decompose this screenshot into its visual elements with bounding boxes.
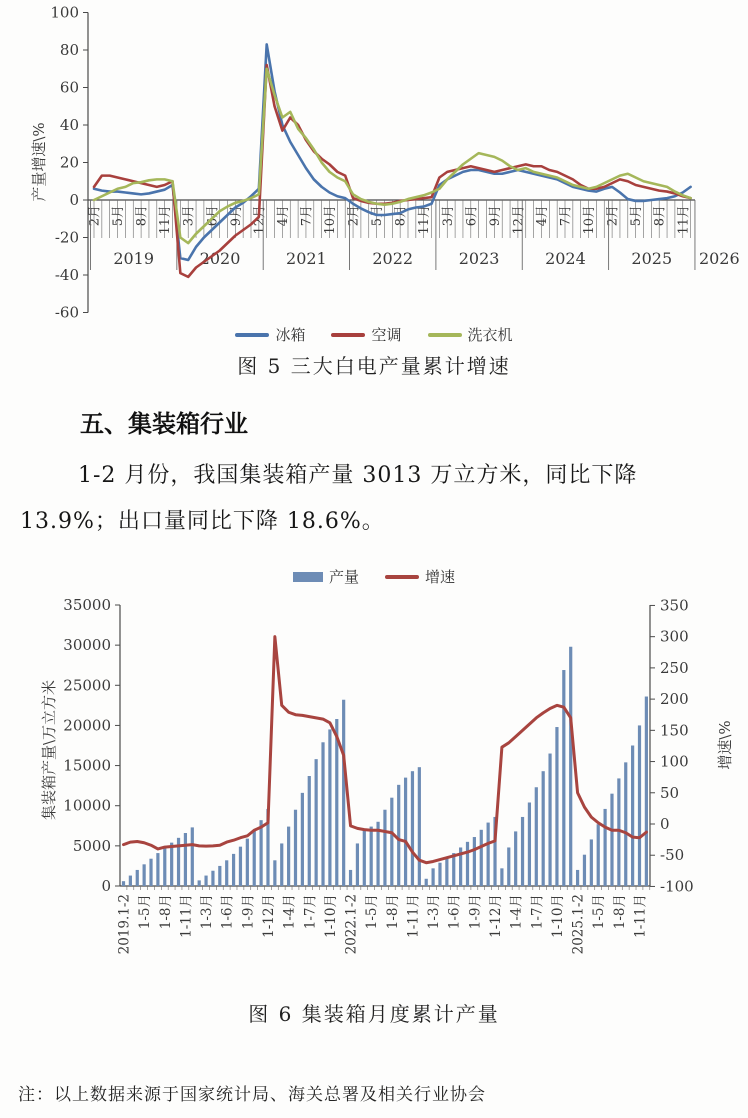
fig6-bar [184,833,187,886]
fig6-x-tick-label: 1-5月 [591,894,608,930]
fig6-bar [397,785,400,886]
fig6-x-tick-label: 2022.1-2 [343,894,360,955]
fig6-x-tick-label: 1-10月 [549,894,566,938]
fig6-right-tick-label: 250 [660,658,689,677]
fig6-bar [569,647,572,886]
fig6-x-tick-label: 1-4月 [508,894,525,930]
fig5-y-tick-label: 80 [59,41,79,59]
fig5-x-tick-label: 4月 [534,205,550,227]
fig6-x-tick-label: 1-12月 [260,894,277,938]
fig6-left-tick-label: 15000 [63,756,111,775]
fig5-x-tick-label: 10月 [582,205,598,235]
fig6-right-tick-label: 50 [660,783,680,802]
fig5-x-tick-label: 3月 [181,205,197,227]
fig5-x-tick-label: 5月 [629,205,645,227]
fig6-bar-line-chart [18,590,748,990]
fig6-legend-growth [385,566,455,587]
fig5-legend-label-aircon: 空调 [371,326,402,344]
fig6-bar [273,860,276,886]
fig6-x-tick-label: 1-4月 [281,894,298,930]
fig6-legend [0,566,748,587]
fig6-right-tick-label: 350 [660,596,689,615]
fig5-year-label: 2020 [199,249,241,268]
fig5-legend-label-washer: 洗衣机 [467,326,513,344]
fig5-x-tick-label: 9月 [487,205,503,227]
fig6-bar [390,798,393,886]
fig6-x-tick-label: 1-6月 [219,894,236,930]
fig6-right-tick-label: -50 [660,846,685,865]
fig6-x-tick-label: 2019.1-2 [116,894,133,955]
fig6-right-tick-label: 300 [660,627,689,646]
fig6-bar [583,855,586,886]
fig6-right-tick-label: 0 [660,815,670,833]
fig6-right-tick-label: -100 [660,877,694,896]
section-heading: 五、集装箱行业 [80,409,248,438]
fig6-bar [170,843,173,886]
fig5-year-label: 2026 [698,249,740,268]
fig5-year-label: 2023 [458,249,500,268]
fig6-bar [149,859,152,886]
fig6-bar [555,727,558,886]
fig6-left-tick-label: 30000 [63,636,111,655]
fig6-right-tick-label: 100 [660,752,689,771]
fig6-x-tick-label: 2025.1-2 [570,894,587,955]
fig6-bar [438,863,441,886]
fig6-left-tick-label: 5000 [72,836,111,855]
fig6-bar [452,853,455,886]
fig5-x-tick-label: 11月 [676,205,692,235]
fig5-x-tick-label: 8月 [652,205,668,227]
fig5-year-label: 2021 [286,249,327,268]
fig5-caption: 图 5 三大白电产量累计增速 [237,354,511,378]
fig5-x-tick-label: 12月 [511,205,527,235]
fig5-year-label: 2019 [113,249,155,268]
fig6-bar [562,670,565,886]
fig6-x-tick-label: 1-10月 [322,894,339,938]
fig6-bar [156,853,159,886]
fig6-bar [321,742,324,886]
fig6-bar [363,830,366,886]
fig5-legend-aircon [331,324,401,345]
fig5-x-tick-label: 3月 [440,205,456,227]
fig5-x-tick-label: 8月 [393,205,409,227]
fig5-legend-refrigerator [235,324,305,345]
fig5-x-tick-label: 7月 [558,205,574,227]
fig6-bar [280,843,283,886]
fig6-bar [342,700,345,886]
fig5-legend [0,324,748,345]
fig5-legend-washer [428,324,513,345]
fig6-x-tick-label: 1-6月 [446,894,463,930]
fig6-x-tick-label: 1-5月 [364,894,381,930]
fig5-y-tick-label: -40 [54,266,79,284]
production-bar-swatch [293,572,323,582]
fig6-bar [315,759,318,886]
fig6-bar [294,810,297,886]
fig6-right-tick-label: 200 [660,690,689,709]
paragraph-line-1: 1-2 月份，我国集装箱产量 3013 万立方米，同比下降 [78,463,638,488]
fig5-y-tick-label: 20 [59,153,79,172]
fig6-x-tick-label: 1-12月 [488,894,505,938]
fig5-y-tick-label: 40 [59,116,79,134]
fig5-x-tick-label: 6月 [464,205,480,227]
fig6-bar [308,776,311,886]
fig5-x-tick-label: 10月 [323,205,338,235]
fig6-legend-label-growth: 增速 [425,568,456,586]
fig6-bar [425,879,428,886]
fig5-year-label: 2025 [631,249,673,268]
fig6-x-tick-label: 1-7月 [529,894,546,930]
fig6-bar [204,876,207,886]
fig6-bar [480,830,483,886]
fig6-x-tick-label: 1-8月 [611,894,628,930]
fig6-bar [129,876,132,886]
fig6-left-tick-label: 35000 [63,596,111,614]
fig6-bar [521,817,524,886]
fig5-line-chart [30,2,744,320]
fig6-bar [191,827,194,886]
fig6-bar [418,767,421,886]
fig6-bar [136,870,139,886]
fig6-bar [487,823,490,886]
fig6-bar [514,831,517,886]
fig6-bar [349,870,352,886]
fig5-x-tick-label: 2月 [346,205,362,227]
fig6-bar [232,854,235,886]
fig6-bar [638,725,641,886]
fig5-x-tick-label: 2月 [605,205,621,227]
fig5-y-tick-label: 100 [50,3,79,22]
fig6-bar [624,762,627,886]
fig6-x-tick-label: 1-3月 [199,894,216,930]
fig6-bar [260,820,263,886]
fig6-bar [211,871,214,886]
fig6-bar [466,842,469,886]
fig6-x-tick-label: 1-8月 [157,894,174,930]
fig6-x-tick-label: 1-11月 [178,894,195,938]
fig6-bar [225,860,228,886]
fig6-x-tick-label: 1-11月 [632,894,649,938]
fig6-bar [542,771,545,886]
fig5-year-label: 2024 [545,249,586,268]
fig6-bar [604,809,607,886]
fig6-left-axis-title: 集装箱产量\万立方米 [40,679,58,821]
fig6-left-tick-label: 20000 [63,716,111,735]
fig6-bar [143,864,146,886]
fig6-x-tick-label: 1-5月 [137,894,154,930]
fig5-x-tick-label: 4月 [275,205,291,227]
washer-line-swatch [428,333,462,337]
source-footnote: 注：以上数据来源于国家统计局、海关总署及相关行业协会 [18,1085,486,1105]
fig6-bar [356,843,359,886]
fig5-x-tick-label: 9月 [228,205,244,227]
fig6-bar [198,880,201,886]
fig6-x-tick-label: 1-7月 [302,894,319,930]
fig5-x-tick-label: 8月 [134,205,150,227]
fig6-x-tick-label: 1-9月 [467,894,484,930]
aircon-line-swatch [331,333,365,337]
fig6-left-tick-label: 0 [101,877,111,895]
fig6-bar [590,839,593,886]
fig6-bar [383,810,386,886]
fig6-bar [335,719,338,886]
fig5-x-tick-label: 5月 [111,205,127,227]
fig6-bar [239,847,242,886]
paragraph-line-2: 13.9%；出口量同比下降 18.6%。 [20,509,385,534]
fig5-y-tick-label: 60 [59,78,79,97]
fig6-legend-label-production: 产量 [328,568,359,586]
fig6-bar [535,787,538,886]
fig6-bar [404,778,407,886]
fig6-bar [548,754,551,886]
fig6-left-tick-label: 10000 [63,796,111,815]
fig6-bar [122,881,125,886]
fig6-bar [528,803,531,886]
fig6-x-tick-label: 1-9月 [240,894,257,930]
fig6-bar [507,847,510,886]
fig6-bar [328,729,331,886]
fig5-y-tick-label: 0 [69,191,79,209]
fig5-year-label: 2022 [372,249,414,268]
fig5-x-tick-label: 12月 [252,205,268,235]
fig6-right-axis-title: 增速\% [716,720,734,770]
fig6-bar [610,794,613,886]
fig5-legend-label-refrigerator: 冰箱 [275,326,306,344]
fig6-right-tick-label: 150 [660,721,689,740]
fig6-bar [253,830,256,886]
fig6-bar [500,868,503,886]
fig6-bar [370,827,373,886]
fig5-y-axis-title: 产量增速\% [30,122,48,202]
fig5-x-tick-label: 7月 [299,205,315,227]
fig5-x-tick-label: 6月 [205,205,221,227]
fig6-bar [287,827,290,886]
fig6-legend-production [293,566,359,587]
fig6-bar [631,746,634,887]
fig6-bar [246,839,249,886]
fig6-bar [445,858,448,886]
fig6-bar [301,793,304,886]
fig6-bar [645,697,648,886]
fig6-bar [163,847,166,886]
fig6-bar [432,868,435,886]
fig6-bar [597,824,600,886]
fig5-y-tick-label: -60 [54,303,79,320]
fig6-bar [576,870,579,886]
fig5-y-tick-label: -20 [54,228,79,247]
fig6-bar [218,866,221,886]
growth-line-swatch [385,575,419,579]
fig6-x-tick-label: 1-3月 [426,894,443,930]
fig6-bar [411,771,414,886]
fig6-x-tick-label: 1-11月 [405,894,422,938]
fig6-caption: 图 6 集装箱月度累计产量 [248,1002,500,1026]
fig5-x-tick-label: 5月 [370,205,386,227]
fig6-left-tick-label: 25000 [63,676,111,695]
fig6-bar [473,837,476,886]
fig5-x-tick-label: 2月 [87,205,103,227]
fig5-series-空调 [94,65,691,277]
fig5-x-tick-label: 11月 [417,205,433,235]
fig6-x-tick-label: 1-8月 [384,894,401,930]
refrigerator-line-swatch [235,333,269,337]
fig5-x-tick-label: 11月 [158,205,174,235]
